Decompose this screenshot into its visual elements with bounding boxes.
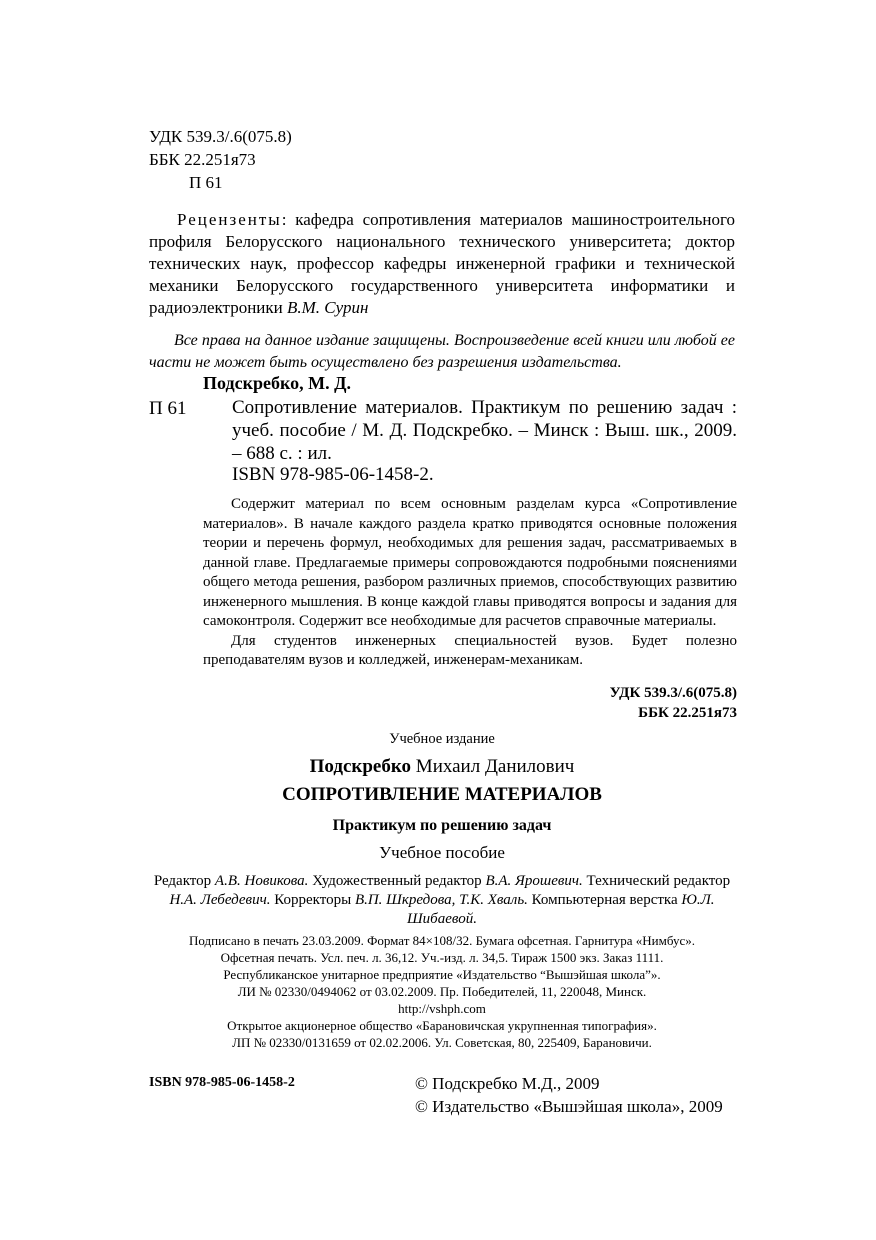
editor-name: Ю.Л. Шибаевой. bbox=[407, 892, 715, 927]
imprint-line: Офсетная печать. Усл. печ. л. 36,12. Уч.-изд. л. 34,5. Тираж 1500 экз. Заказ 1111. bbox=[220, 950, 664, 965]
book-genre: Учебное пособие bbox=[379, 843, 505, 862]
copyright-block bbox=[415, 1072, 723, 1118]
author-fullname bbox=[149, 756, 735, 778]
bibliographic-isbn: ISBN 978-985-06-1458-2. bbox=[232, 464, 434, 485]
edition-type: Учебное издание bbox=[389, 731, 495, 747]
bibliographic-description: Сопротивление материалов. Практикум по решению задач : учеб. пособие / М. Д. Подскребко. – Минск : Выш. шк., 2009. – 688 с. : ил. bbox=[232, 397, 737, 464]
imprint-line: ЛИ № 02330/0494062 от 03.02.2009. Пр. Победителей, 11, 220048, Минск. bbox=[237, 984, 647, 999]
editor-role: Редактор bbox=[153, 873, 215, 889]
book-subtitle: Практикум по решению задач bbox=[332, 817, 552, 834]
author-surname: Подскребко bbox=[309, 756, 412, 777]
editor-role: Компьютерная верстка bbox=[527, 892, 682, 908]
classification-header bbox=[149, 125, 292, 194]
imprint-line: Подписано в печать 23.03.2009. Формат 84×108/32. Бумага офсетная. Гарнитура «Нимбус». bbox=[189, 933, 695, 948]
reviewers-text: : кафедра сопротивления материалов машиностроительного профиля Белорусского национального технического университета; доктор технических наук, профессор кафедры инженерной графики и технической механики Белорусского государственного университета информатики и радиоэлектроники bbox=[149, 210, 735, 317]
editors-credits bbox=[149, 872, 735, 929]
editor-role: Корректоры bbox=[270, 892, 355, 908]
author-mark: П 61 bbox=[189, 173, 223, 192]
imprint-line: Открытое акционерное общество «Барановичская укрупненная типография». bbox=[227, 1018, 657, 1033]
reviewers-paragraph bbox=[149, 209, 735, 319]
editor-name: Н.А. Лебедевич. bbox=[169, 892, 271, 908]
copyright-line: © Подскребко М.Д., 2009 bbox=[415, 1074, 600, 1093]
footer-isbn: ISBN 978-985-06-1458-2 bbox=[149, 1075, 295, 1090]
editor-name: В.П. Шкредова, Т.К. Хваль. bbox=[354, 892, 528, 908]
editor-role: Технический редактор bbox=[582, 873, 731, 889]
udk-code: УДК 539.3/.6(075.8) bbox=[609, 685, 737, 701]
editor-name: В.А. Ярошевич. bbox=[485, 873, 583, 889]
editor-role: Художественный редактор bbox=[308, 873, 486, 889]
bibliographic-code: П 61 bbox=[149, 398, 187, 419]
annotation-paragraph: Для студентов инженерных специальностей вузов. Будет полезно преподавателям вузов и колледжей, инженерам-механикам. bbox=[203, 632, 737, 668]
book-title: СОПРОТИВЛЕНИЕ МАТЕРИАЛОВ bbox=[282, 784, 602, 805]
reviewer-name: В.М. Сурин bbox=[287, 298, 369, 317]
annotation-paragraph: Содержит материал по всем основным разделам курса «Сопротивление материалов». В начале каждого раздела кратко приводятся основные положения теории и перечень формул, необходимых для решения задач, рассматриваемых в данной главе. Предлагаемые примеры сопровождаются подробными пояснениями общего метода решения, разбором различных приемов, способствующих развитию инженерного мышления. В конце каждой главы приводятся вопросы и задания для самоконтроля. Содержит все необходимые для расчетов справочные материалы. bbox=[203, 496, 737, 629]
udk-code: УДК 539.3/.6(075.8) bbox=[149, 127, 292, 146]
imprint-block bbox=[149, 932, 735, 1051]
imprint-url: http://vshph.com bbox=[398, 1001, 486, 1016]
bbk-code: ББК 22.251я73 bbox=[638, 705, 737, 721]
classification-right bbox=[610, 683, 737, 723]
imprint-line: Республиканское унитарное предприятие «Издательство “Вышэйшая школа”». bbox=[223, 967, 661, 982]
annotation bbox=[203, 495, 737, 671]
bbk-code: ББК 22.251я73 bbox=[149, 150, 256, 169]
reviewers-label: Рецензенты bbox=[177, 210, 282, 229]
copyright-line: © Издательство «Вышэйшая школа», 2009 bbox=[415, 1097, 723, 1116]
imprint-line: ЛП № 02330/0131659 от 02.02.2006. Ул. Советская, 80, 225409, Барановичи. bbox=[232, 1035, 652, 1050]
rights-notice: Все права на данное издание защищены. Воспроизведение всей книги или любой ее части не может быть осуществлено без разрешения издательства. bbox=[149, 332, 735, 371]
editor-name: А.В. Новикова. bbox=[214, 873, 309, 889]
bibliographic-author: Подскребко, М. Д. bbox=[203, 373, 351, 393]
author-given-names: Михаил Данилович bbox=[411, 756, 575, 777]
